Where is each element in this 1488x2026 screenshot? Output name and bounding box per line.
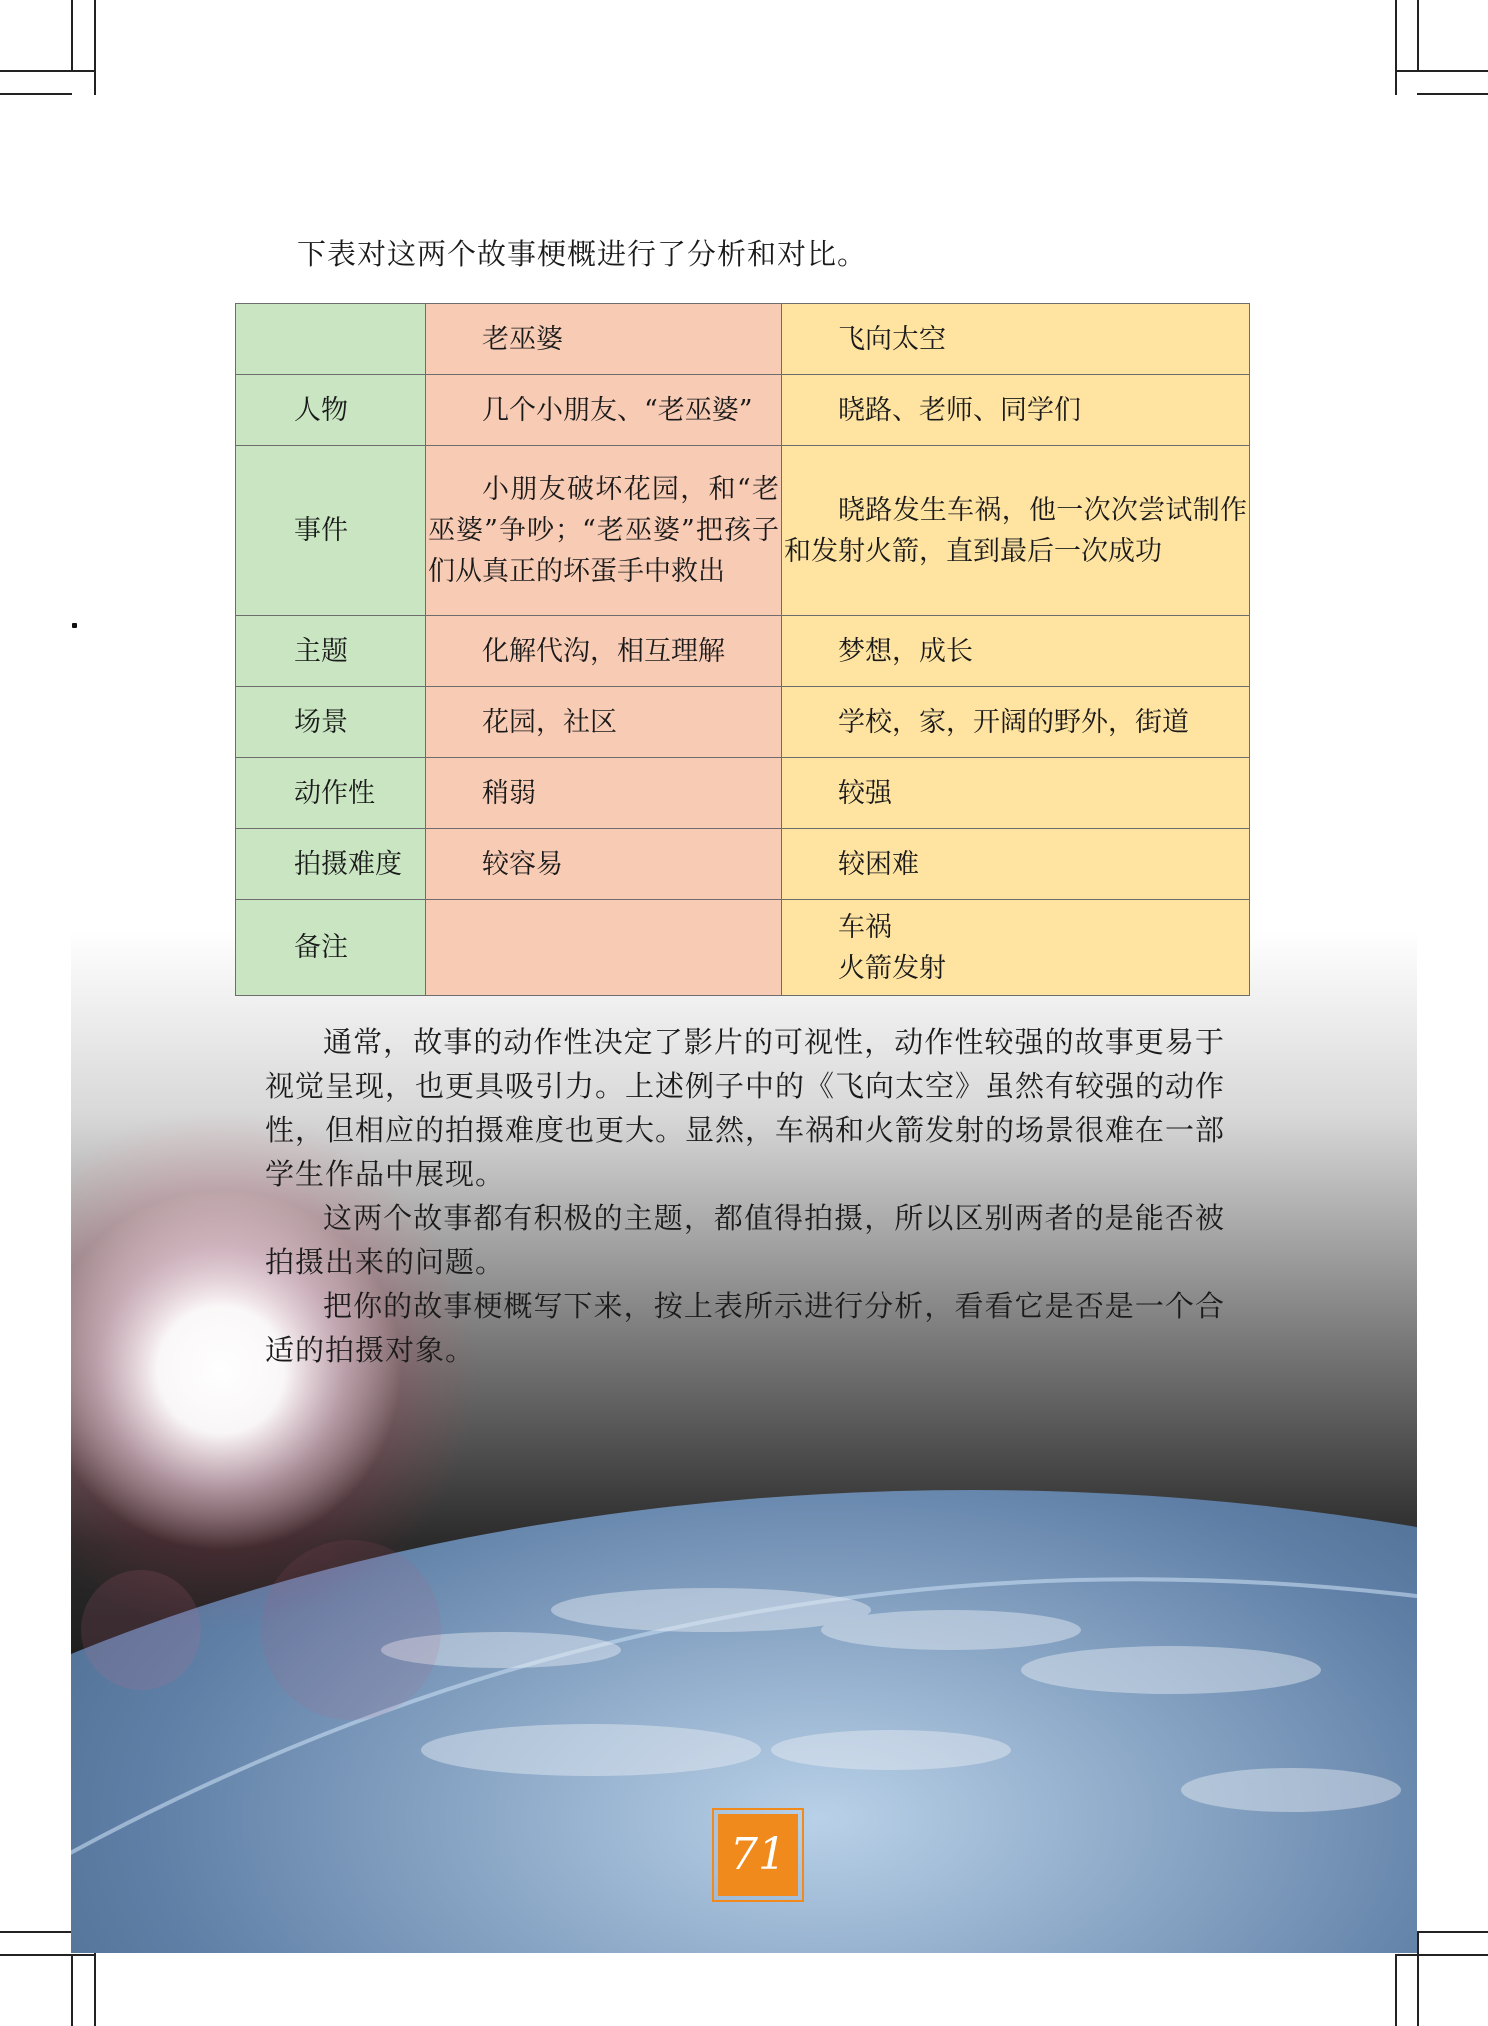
cell-old-witch [426, 900, 782, 996]
note-line: 火箭发射 [838, 952, 946, 984]
row-label: 主题 [236, 616, 426, 687]
paragraph: 把你的故事梗概写下来，按上表所示进行分析，看看它是否是一个合适的拍摄对象。 [265, 1289, 1225, 1367]
table-row [236, 687, 1250, 758]
table-row [236, 616, 1250, 687]
row-label: 人物 [236, 375, 426, 446]
table-row [236, 900, 1250, 996]
table-row [236, 446, 1250, 616]
table-header-row [236, 304, 1250, 375]
crop-mark [1417, 1931, 1419, 2026]
cell-old-witch: 较容易 [426, 829, 782, 900]
cell-fly-to-space [782, 900, 1250, 996]
cell-fly-to-space: 较强 [782, 758, 1250, 829]
page-number-badge: 71 [718, 1814, 798, 1896]
crop-mark [1395, 1954, 1488, 1956]
cell-old-witch: 花园，社区 [426, 687, 782, 758]
row-label: 动作性 [236, 758, 426, 829]
crop-mark [0, 93, 72, 95]
intro-sentence: 下表对这两个故事梗概进行了分析和对比。 [297, 237, 868, 271]
cell-fly-to-space: 较困难 [782, 829, 1250, 900]
cell-old-witch: 几个小朋友、“老巫婆” [426, 375, 782, 446]
note-line: 车祸 [838, 911, 892, 943]
crop-mark [71, 0, 73, 72]
story-comparison-table [235, 303, 1250, 996]
row-label: 备注 [236, 900, 426, 996]
cell-fly-to-space: 晓路、老师、同学们 [782, 375, 1250, 446]
cell-fly-to-space-text: 晓路发生车祸，他一次次尝试制作和发射火箭，直到最后一次成功 [784, 494, 1247, 567]
crop-mark [0, 1954, 94, 1956]
cell-old-witch [426, 446, 782, 616]
crop-mark [94, 0, 96, 95]
cell-fly-to-space [782, 446, 1250, 616]
row-label: 场景 [236, 687, 426, 758]
cell-old-witch: 稍弱 [426, 758, 782, 829]
crop-mark [1395, 70, 1488, 72]
header-story-fly-to-space: 飞向太空 [782, 304, 1250, 375]
crop-mark [1417, 93, 1488, 95]
crop-mark [0, 1931, 72, 1933]
header-story-old-witch: 老巫婆 [426, 304, 782, 375]
cell-old-witch: 化解代沟，相互理解 [426, 616, 782, 687]
margin-dot [72, 623, 77, 628]
table-row [236, 829, 1250, 900]
crop-mark [71, 1954, 73, 2026]
crop-mark [1395, 0, 1397, 95]
row-label: 拍摄难度 [236, 829, 426, 900]
cell-old-witch-text: 小朋友破坏花园，和“老巫婆”争吵；“老巫婆”把孩子们从真正的坏蛋手中救出 [428, 474, 779, 587]
crop-mark [1417, 0, 1419, 72]
crop-mark [0, 70, 94, 72]
paragraph: 这两个故事都有积极的主题，都值得拍摄，所以区别两者的是能否被拍摄出来的问题。 [265, 1201, 1225, 1279]
cell-fly-to-space: 梦想，成长 [782, 616, 1250, 687]
crop-mark [1417, 1931, 1488, 1933]
body-text [265, 1020, 1225, 1372]
row-label: 事件 [236, 446, 426, 616]
paragraph: 通常，故事的动作性决定了影片的可视性，动作性较强的故事更易于视觉呈现，也更具吸引力。上述例子中的《飞向太空》虽然有较强的动作性，但相应的拍摄难度也更大。显然，车祸和火箭发射的场景很难在一部学生作品中展现。 [265, 1025, 1226, 1191]
cell-fly-to-space: 学校，家，开阔的野外，街道 [782, 687, 1250, 758]
table-row [236, 375, 1250, 446]
table-corner-cell [236, 304, 426, 375]
table-row [236, 758, 1250, 829]
crop-mark [1395, 1954, 1397, 2026]
